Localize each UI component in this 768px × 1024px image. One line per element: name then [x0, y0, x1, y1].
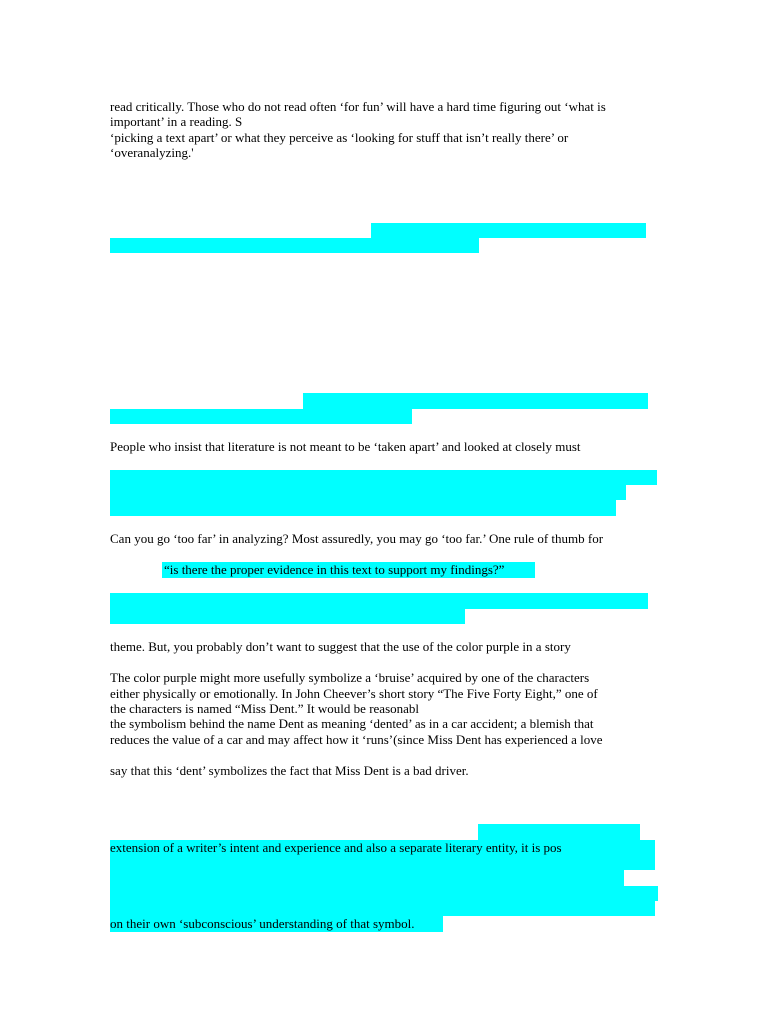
- text-line: theme. But, you probably don’t want to suggest that the use of the color purple in a story: [110, 639, 571, 654]
- highlight-bar: [110, 238, 479, 253]
- text-line: ‘picking a text apart’ or what they perceive as ‘looking for stuff that isn’t really there’ or: [110, 130, 569, 145]
- text-line: important’ in a reading. S: [110, 114, 243, 129]
- highlight-bar: [478, 824, 640, 840]
- highlight-bar: [371, 223, 646, 238]
- text-line: the characters is named “Miss Dent.” It would be reasonabl: [110, 701, 420, 716]
- highlight-bar: [110, 886, 658, 901]
- highlight-bar: [303, 393, 648, 409]
- highlight-bar: [110, 901, 655, 916]
- highlight-bar: [110, 470, 657, 485]
- highlighted-quote: “is there the proper evidence in this text to support my findings?”: [164, 562, 505, 577]
- text-line: Can you go ‘too far’ in analyzing? Most assuredly, you may go ‘too far.’ One rule of thumb for: [110, 531, 604, 546]
- text-line: read critically. Those who do not read often ‘for fun’ will have a hard time figuring out ‘what is: [110, 99, 606, 114]
- highlight-bar: [110, 500, 616, 516]
- highlight-bar: [110, 485, 626, 500]
- text-line: reduces the value of a car and may affect how it ‘runs’(since Miss Dent has experienced a love: [110, 732, 603, 747]
- text-line: People who insist that literature is not meant to be ‘taken apart’ and looked at closely must: [110, 439, 581, 454]
- highlighted-text-line: on their own ‘subconscious’ understanding of that symbol.: [110, 916, 415, 931]
- highlight-bar: [110, 870, 624, 886]
- text-line: say that this ‘dent’ symbolizes the fact that Miss Dent is a bad driver.: [110, 763, 469, 778]
- highlight-bar: [110, 409, 412, 424]
- text-line: the symbolism behind the name Dent as meaning ‘dented’ as in a car accident; a blemish that: [110, 716, 594, 731]
- text-line: either physically or emotionally. In John Cheever’s short story “The Five Forty Eight,” one of: [110, 686, 598, 701]
- highlight-bar: [110, 609, 465, 624]
- highlighted-text-line: extension of a writer’s intent and experience and also a separate literary entity, it is pos: [110, 840, 562, 855]
- text-line: ‘overanalyzing.': [110, 145, 194, 160]
- highlight-bar: [110, 855, 655, 870]
- highlight-bar: [110, 593, 648, 609]
- text-line: The color purple might more usefully symbolize a ‘bruise’ acquired by one of the characters: [110, 670, 590, 685]
